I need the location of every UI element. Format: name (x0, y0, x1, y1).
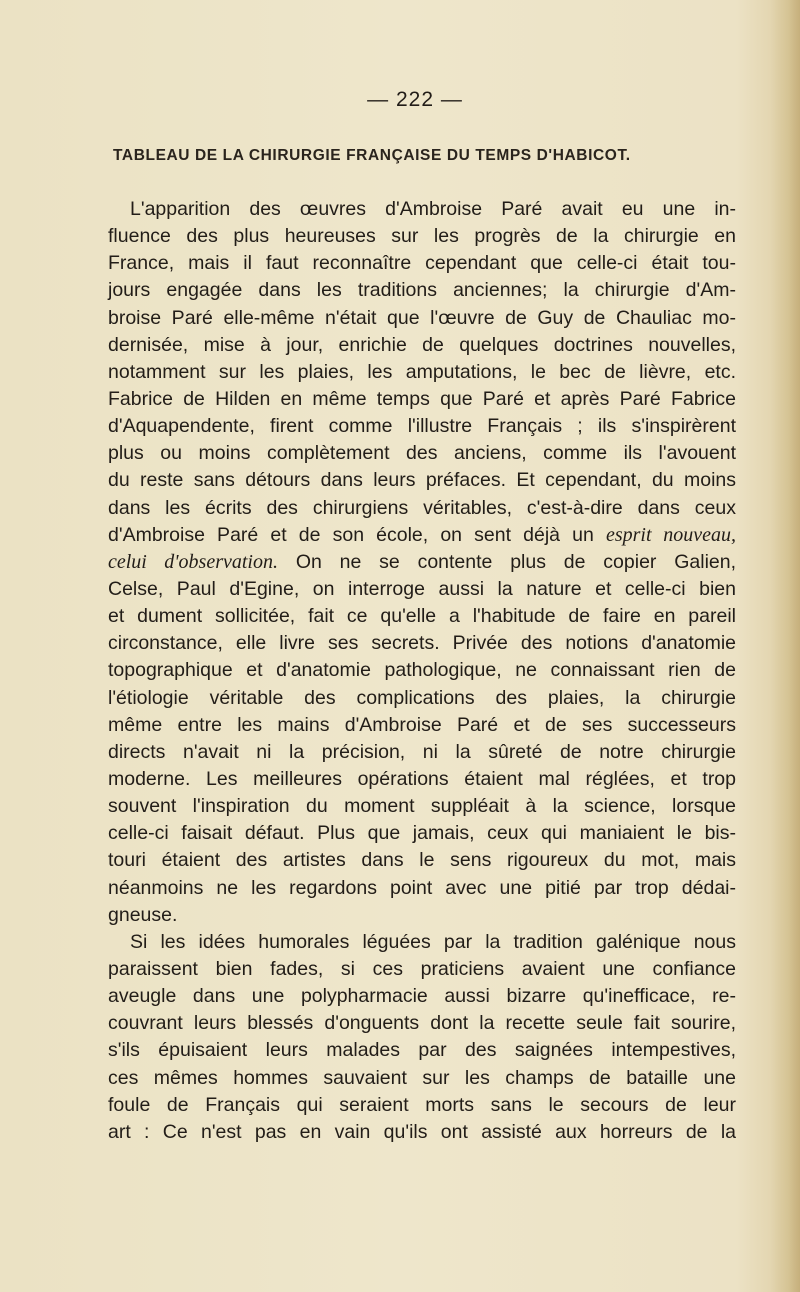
line-text: moderne. Les meilleures opérations étaient mal réglées, et trop (108, 767, 736, 790)
text-line (108, 766, 736, 793)
text-line (108, 657, 736, 684)
line-text: foule de Français qui seraient morts sans le secours de leur (108, 1093, 736, 1116)
text-line (108, 847, 736, 874)
line-text: ces mêmes hommes sauvaient sur les champs de bataille une (108, 1066, 736, 1089)
line-text: Fabrice de Hilden en même temps que Paré et après Paré Fabrice (108, 387, 736, 410)
text-line (108, 820, 736, 847)
line-text: et dument sollicitée, fait ce qu'elle a l'habitude de faire en pareil (108, 605, 736, 628)
text-line (108, 467, 736, 494)
line-text: même entre les mains d'Ambroise Paré et de ses successeurs (108, 713, 736, 736)
text-line (108, 875, 736, 902)
line-text: paraissent bien fades, si ces praticiens avaient une confiance (108, 957, 736, 980)
line-text: directs n'avait ni la précision, ni la sûreté de notre chirurgie (108, 740, 736, 763)
line-text: circonstance, elle livre ses secrets. Privée des notions d'anatomie (108, 632, 736, 655)
running-header: TABLEAU DE LA CHIRURGIE FRANÇAISE DU TEMPS D'HABICOT. (113, 147, 631, 164)
paragraph (108, 929, 736, 1146)
line-text: Si les idées humorales léguées par la tradition galénique nous (130, 930, 736, 953)
line-text: Celse, Paul d'Egine, on interroge aussi la nature et celle-ci bien (108, 577, 736, 600)
text-line (108, 603, 736, 630)
page-number: — 222 — (367, 88, 463, 111)
text-line (108, 576, 736, 603)
text-line (108, 196, 736, 223)
italic-text: celui d'observation. (108, 550, 278, 573)
text-line (108, 250, 736, 277)
line-text: néanmoins ne les regardons point avec une pitié par trop dédai- (108, 876, 736, 899)
text-line (108, 630, 736, 657)
text-line (108, 277, 736, 304)
line-text: celle-ci faisait défaut. Plus que jamais, ceux qui maniaient le bis- (108, 822, 736, 845)
line-text: aveugle dans une polypharmacie aussi bizarre qu'inefficace, re- (108, 985, 736, 1008)
text-line (108, 712, 736, 739)
text-line (108, 359, 736, 386)
line-text: l'étiologie véritable des complications des plaies, la chirurgie (108, 686, 736, 709)
line-text: dans les écrits des chirurgiens véritables, c'est-à-dire dans ceux (108, 496, 736, 519)
text-line (108, 983, 736, 1010)
italic-text: esprit nouveau, (605, 523, 736, 546)
text-line (108, 305, 736, 332)
text-line (108, 522, 736, 549)
line-text: touri étaient des artistes dans le sens rigoureux du mot, mais (108, 849, 736, 872)
line-text: d'Ambroise Paré et de son école, on sent déjà un (108, 523, 594, 546)
line-text: jours engagée dans les traditions anciennes; la chirurgie d'Am- (108, 279, 736, 302)
text-line (108, 386, 736, 413)
text-line (108, 793, 736, 820)
line-text: du reste sans détours dans leurs préfaces. Et cependant, du moins (108, 469, 736, 492)
text-line (108, 440, 736, 467)
line-text: d'Aquapendente, firent comme l'illustre Français ; ils s'inspirèrent (108, 415, 736, 438)
line-text: gneuse. (108, 903, 178, 926)
text-line (108, 1065, 736, 1092)
line-text: topographique et d'anatomie pathologique, ne connaissant rien de (108, 659, 736, 682)
text-line (108, 332, 736, 359)
text-line (108, 739, 736, 766)
line-text: souvent l'inspiration du moment suppléait à la science, lorsque (108, 795, 736, 818)
line-text: L'apparition des œuvres d'Ambroise Paré avait eu une in- (130, 198, 736, 220)
line-text: notamment sur les plaies, les amputations, le bec de lièvre, etc. (108, 360, 736, 383)
text-line (108, 549, 736, 576)
line-text: couvrant leurs blessés d'onguents dont la recette seule fait sourire, (108, 1012, 736, 1035)
text-line (108, 223, 736, 250)
line-text: dernisée, mise à jour, enrichie de quelques doctrines nouvelles, (108, 333, 736, 356)
text-line (108, 1010, 736, 1037)
text-line (108, 495, 736, 522)
text-line (108, 413, 736, 440)
text-line (108, 1119, 736, 1146)
line-text: plus ou moins complètement des anciens, comme ils l'avouent (108, 442, 736, 465)
text-line (108, 956, 736, 983)
text-line (108, 1037, 736, 1064)
text-line (108, 902, 736, 929)
text-line (108, 685, 736, 712)
line-text: France, mais il faut reconnaître cependant que celle-ci était tou- (108, 252, 736, 275)
line-text: On ne se contente plus de copier Galien, (295, 550, 737, 573)
line-text: s'ils épuisaient leurs malades par des saignées intempestives, (108, 1039, 736, 1062)
line-text: art : Ce n'est pas en vain qu'ils ont assisté aux horreurs de la (108, 1120, 736, 1143)
text-line (108, 929, 736, 956)
line-text: fluence des plus heureuses sur les progrès de la chirurgie en (108, 225, 736, 248)
paragraph (108, 196, 736, 929)
text-line (108, 1092, 736, 1119)
page-edge-shadow (770, 0, 800, 1292)
body-text (108, 196, 736, 1146)
line-text: broise Paré elle-même n'était que l'œuvre de Guy de Chauliac mo- (108, 306, 736, 329)
